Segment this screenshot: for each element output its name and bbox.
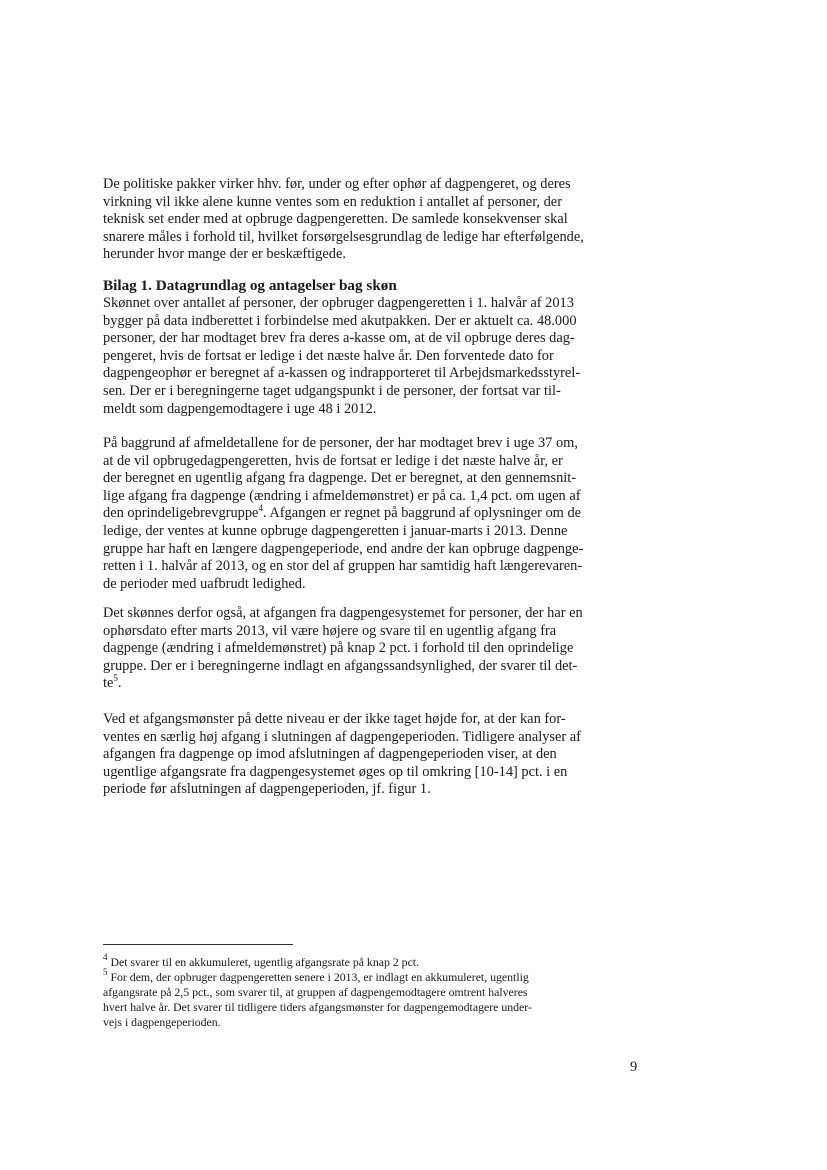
text-line: ledige, der ventes at kunne opbruge dagpengeretten i januar-marts i 2013. Denne [103,522,568,539]
footnote-line: vejs i dagpengeperioden. [103,1015,221,1029]
text-line: sen. Der er i beregningerne taget udgangspunkt i de personer, der fortsat var til- [103,382,561,399]
footnote-line: afgangsrate på 2,5 pct., som svarer til, at gruppen af dagpengemodtagere omtrent halveres [103,985,528,999]
text-line: teknisk set ender med at opbruge dagpengeretten. De samlede konsekvenser skal [103,211,568,228]
text-line: snarere måles i forhold til, hvilket forsørgelsesgrundlag de ledige har efterfølgende, [103,228,584,245]
text-line: ugentlige afgangsrate fra dagpengesystemet øges op til omkring [10-14] pct. i en [103,763,568,780]
footnote-line [103,952,603,970]
section-heading: Bilag 1. Datagrundlag og antagelser bag skøn [103,277,397,294]
text-line: Skønnet over antallet af personer, der opbruger dagpengeretten i 1. halvår af 2013 [103,295,574,311]
text-line: dagpenge (ændring i afmeldemønstret) på knap 2 pct. i forhold til den oprindelige [103,640,574,657]
footnote-text: Det svarer til en akkumuleret, ugentlig afgangsrate på knap 2 pct. [110,955,420,969]
weekly-outflow-paragraph [103,435,603,593]
text-line: dagpengeophør er beregnet af a-kassen og indrapporteret til Arbejdsmarkedsstyrel- [103,365,581,382]
text-line: meldt som dagpengemodtagere i uge 48 i 2012. [103,400,377,417]
text-line: gruppe har haft en længere dagpengeperiode, end andre der kan opbruge dagpenge- [103,540,584,557]
text-fragment: den oprindeligebrevgruppe [103,505,259,522]
page-number: 9 [630,1059,638,1075]
text-line: bygger på data indberettet i forbindelse med akutpakken. Der er aktuelt ca. 48.000 [103,312,577,329]
text-line: lige afgang fra dagpenge (ændring i afmeldemønstret) er på ca. 1,4 pct. om ugen af [103,487,581,504]
text-line: ophørsdato efter marts 2013, vil være højere og svare til en ugentlig afgang fra [103,622,557,639]
text-fragment: . [117,675,122,692]
footnote-4 [103,952,603,970]
text-line: periode før afslutningen af dagpengeperioden, jf. figur 1. [103,781,431,798]
text-line: retten i 1. halvår af 2013, og en stor del af gruppen har samtidig haft længerevaren- [103,558,583,575]
footnote-marker: 4 [103,952,108,963]
text-line: der beregnet en ugentlig afgang fra dagpenge. Det er beregnet, at den gennemsnit- [103,470,577,487]
outflow-pattern-paragraph [103,711,603,799]
text-fragment: . Afgangen er regnet på baggrund af oplysninger om de [262,505,582,522]
text-line: virkning vil ikke alene kunne ventes som en reduktion i antallet af personer, der [103,193,562,210]
text-line: herunder hvor mange der er beskæftigede. [103,246,346,263]
text-line [103,672,603,693]
intro-paragraph [103,176,603,264]
footnote-line: hvert halve år. Det svarer til tidligere tiders afgangsmønster for dagpengemodtagere under- [103,1000,532,1014]
text-line: ventes en særlig høj afgang i slutningen af dagpengeperioden. Tidligere analyser af [103,728,581,745]
footnote-marker: 5 [103,967,108,978]
text-line: personer, der har modtaget brev fra deres a-kasse om, at de vil opbruge deres dag- [103,330,575,347]
text-line: gruppe. Der er i beregningerne indlagt en afgangssandsynlighed, der svarer til det- [103,657,578,674]
data-basis-paragraph [103,295,603,418]
text-line: På baggrund af afmeldetallene for de personer, der har modtaget brev i uge 37 om, [103,435,578,451]
text-line: at de vil opbrugedagpengeretten, hvis de fortsat er ledige i det næste halve år, er [103,452,563,469]
text-line: pengeret, hvis de fortsat er ledige i det næste halve år. Den forventede dato for [103,347,554,364]
text-line [103,502,603,523]
estimate-paragraph [103,605,603,693]
footnote-text: For dem, der opbruger dagpengeretten senere i 2013, er indlagt en akkumuleret, ugentlig [110,970,529,984]
text-line: Det skønnes derfor også, at afgangen fra dagpengesystemet for personer, der har en [103,605,583,621]
text-line: De politiske pakker virker hhv. før, under og efter ophør af dagpengeret, og deres [103,176,571,192]
text-line: Ved et afgangsmønster på dette niveau er der ikke taget højde for, at der kan for- [103,711,566,727]
text-line: de perioder med uafbrudt ledighed. [103,575,306,592]
text-line: afgangen fra dagpenge op imod afslutningen af dagpengeperioden viser, at den [103,746,557,763]
footnote-ref-4[interactable]: 4 [258,502,263,513]
footnote-divider [103,944,293,945]
footnote-ref-5[interactable]: 5 [113,672,118,683]
footnote-line [103,967,603,985]
text-fragment: te [103,675,114,692]
footnote-5 [103,967,603,1030]
